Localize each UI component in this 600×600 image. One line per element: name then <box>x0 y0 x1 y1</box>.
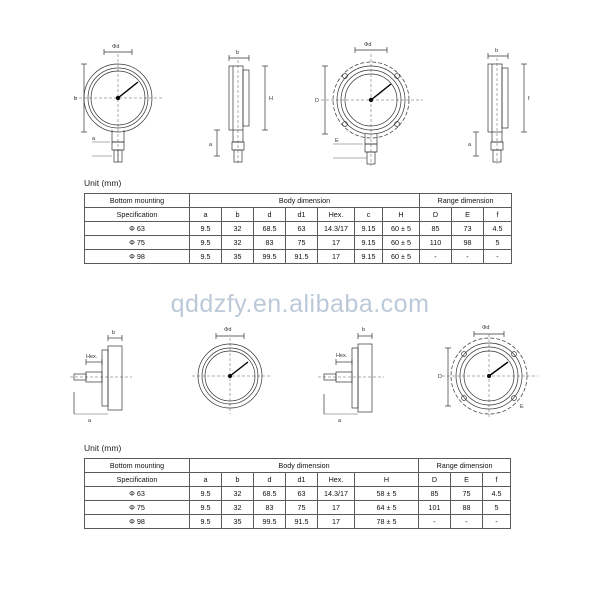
cell-c: 9.15 <box>355 236 383 250</box>
header-col-a: a <box>190 473 222 487</box>
table-row <box>85 501 511 515</box>
dim-label-b: b <box>494 48 499 54</box>
cell-hex: 14.3/17 <box>318 222 355 236</box>
figure-side-view-gauge-bottom-mount <box>203 30 281 170</box>
cell-d: 68.5 <box>254 222 286 236</box>
dim-label-a: a <box>209 142 213 148</box>
header-col-f: f <box>483 473 511 487</box>
drawing-row-bottom <box>62 318 544 428</box>
cell-d1: 63 <box>286 222 318 236</box>
spec-table-top <box>84 193 512 264</box>
cell-b: 32 <box>222 222 254 236</box>
cell-H: 60 ± 5 <box>383 250 420 264</box>
dim-label-b: b <box>112 330 116 336</box>
header-col-a: a <box>190 208 222 222</box>
dim-label-hex: Hex. <box>336 353 348 359</box>
cell-d1: 91.5 <box>286 515 318 529</box>
cell-d1: 75 <box>286 501 318 515</box>
spec-table-bottom <box>84 458 511 529</box>
figure-side-view-gauge-back-flange <box>306 318 406 428</box>
header-col-H: H <box>355 473 419 487</box>
cell-d: 68.5 <box>254 487 286 501</box>
cell-spec: Φ 63 <box>85 487 190 501</box>
table-group-header-row <box>85 194 512 208</box>
table-row <box>85 515 511 529</box>
cell-d: 83 <box>254 501 286 515</box>
header-col-d: d <box>254 208 286 222</box>
cell-spec: Φ 98 <box>85 250 190 264</box>
cell-b: 32 <box>222 236 254 250</box>
dim-label-diameter: Φd <box>363 42 372 48</box>
figure-front-view-gauge-back-flange <box>434 318 544 428</box>
dim-label-H: H <box>269 96 274 102</box>
header-bottom-mounting: Bottom mounting <box>85 459 190 473</box>
dim-label-diameter: Φd <box>224 327 232 333</box>
header-col-D: D <box>420 208 452 222</box>
dim-label-b: b <box>362 327 366 333</box>
cell-spec: Φ 63 <box>85 222 190 236</box>
header-range-dimension: Range dimension <box>420 194 512 208</box>
cell-H: 58 ± 5 <box>355 487 419 501</box>
cell-D: - <box>419 515 451 529</box>
cell-b: 35 <box>222 515 254 529</box>
dim-label-a: a <box>92 136 96 142</box>
cell-a: 9.5 <box>190 487 222 501</box>
cell-H: 60 ± 5 <box>383 222 420 236</box>
dim-label-D: D <box>314 98 319 104</box>
figure-front-view-gauge-with-flange <box>311 30 431 170</box>
cell-E: 75 <box>451 487 483 501</box>
figure-side-view-gauge-with-flange <box>460 30 542 170</box>
header-col-hex: Hex. <box>318 473 355 487</box>
cell-a: 9.5 <box>190 236 222 250</box>
header-col-d: d <box>254 473 286 487</box>
header-col-E: E <box>451 473 483 487</box>
dim-label-D: D <box>438 374 442 380</box>
cell-hex: 17 <box>318 515 355 529</box>
dim-label-a: a <box>88 418 92 424</box>
cell-spec: Φ 75 <box>85 236 190 250</box>
header-col-b: b <box>222 208 254 222</box>
cell-c: 9.15 <box>355 222 383 236</box>
cell-d: 83 <box>254 236 286 250</box>
table-row <box>85 487 511 501</box>
cell-b: 32 <box>222 487 254 501</box>
cell-f: - <box>483 515 511 529</box>
cell-E: 73 <box>452 222 484 236</box>
cell-H: 60 ± 5 <box>383 236 420 250</box>
cell-spec: Φ 75 <box>85 501 190 515</box>
header-col-f: f <box>484 208 512 222</box>
header-body-dimension: Body dimension <box>190 194 420 208</box>
cell-b: 32 <box>222 501 254 515</box>
figure-front-view-gauge-back-mount <box>182 318 278 428</box>
watermark-text: qddzfy.en.alibaba.com <box>170 290 430 318</box>
cell-d1: 91.5 <box>286 250 318 264</box>
cell-E: - <box>451 515 483 529</box>
header-col-d1: d1 <box>286 208 318 222</box>
header-bottom-mounting: Bottom mounting <box>85 194 190 208</box>
table-row <box>85 250 512 264</box>
header-body-dimension: Body dimension <box>190 459 419 473</box>
cell-H: 64 ± 5 <box>355 501 419 515</box>
cell-D: - <box>420 250 452 264</box>
dim-label-diameter: Φd <box>482 325 490 331</box>
cell-E: - <box>452 250 484 264</box>
header-col-D: D <box>419 473 451 487</box>
header-col-E: E <box>452 208 484 222</box>
dim-label-E: E <box>520 404 524 410</box>
cell-hex: 17 <box>318 501 355 515</box>
cell-E: 98 <box>452 236 484 250</box>
cell-a: 9.5 <box>190 515 222 529</box>
table-group-header-row <box>85 459 511 473</box>
cell-b: 35 <box>222 250 254 264</box>
cell-f: 5 <box>484 236 512 250</box>
table-row <box>85 222 512 236</box>
unit-label-top: Unit (mm) <box>84 178 122 188</box>
dim-label-diameter: Φd <box>112 44 120 50</box>
header-range-dimension: Range dimension <box>419 459 511 473</box>
unit-label-bottom: Unit (mm) <box>84 443 122 453</box>
dim-label-a: a <box>338 418 342 424</box>
header-specification: Specification <box>85 208 190 222</box>
header-col-d1: d1 <box>286 473 318 487</box>
cell-f: 5 <box>483 501 511 515</box>
table-column-header-row <box>85 208 512 222</box>
cell-hex: 17 <box>318 236 355 250</box>
cell-d1: 75 <box>286 236 318 250</box>
header-col-c: c <box>355 208 383 222</box>
cell-hex: 14.3/17 <box>318 487 355 501</box>
drawing-row-top <box>62 30 542 170</box>
header-specification: Specification <box>85 473 190 487</box>
figure-side-view-gauge-back-mount <box>62 318 154 428</box>
cell-spec: Φ 98 <box>85 515 190 529</box>
cell-f: 4.5 <box>484 222 512 236</box>
cell-c: 9.15 <box>355 250 383 264</box>
cell-a: 9.5 <box>190 250 222 264</box>
dim-label-b: b <box>74 96 78 102</box>
cell-d: 99.5 <box>254 515 286 529</box>
cell-f: 4.5 <box>483 487 511 501</box>
header-col-H: H <box>383 208 420 222</box>
cell-d: 99.5 <box>254 250 286 264</box>
cell-H: 78 ± 5 <box>355 515 419 529</box>
table-column-header-row <box>85 473 511 487</box>
header-col-hex: Hex. <box>318 208 355 222</box>
cell-d1: 63 <box>286 487 318 501</box>
cell-D: 110 <box>420 236 452 250</box>
header-col-b: b <box>222 473 254 487</box>
cell-hex: 17 <box>318 250 355 264</box>
cell-a: 9.5 <box>190 222 222 236</box>
figure-front-view-gauge-bottom-mount <box>62 30 174 170</box>
cell-a: 9.5 <box>190 501 222 515</box>
dim-label-b: b <box>236 50 240 56</box>
cell-D: 101 <box>419 501 451 515</box>
table-row <box>85 236 512 250</box>
cell-E: 88 <box>451 501 483 515</box>
dim-label-f: f <box>527 96 530 102</box>
cell-D: 85 <box>419 487 451 501</box>
cell-D: 85 <box>420 222 452 236</box>
dim-label-E: E <box>334 138 339 144</box>
dim-label-a: a <box>467 142 472 148</box>
dim-label-hex: Hex. <box>86 354 98 360</box>
cell-f: - <box>484 250 512 264</box>
